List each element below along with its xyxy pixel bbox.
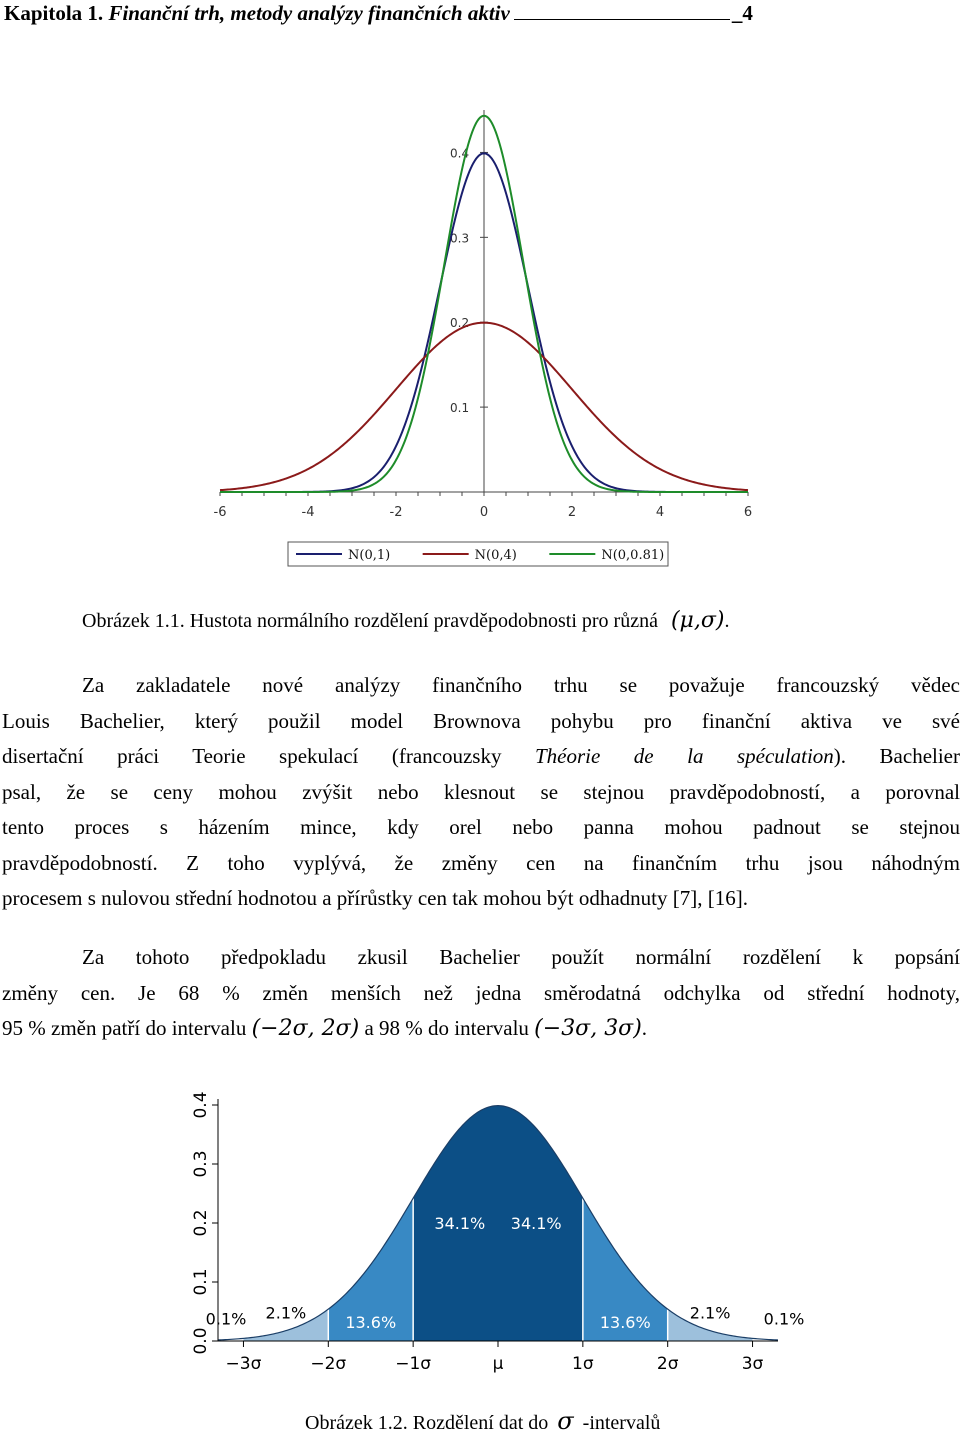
figure-2-caption-start: Obrázek 1.2. Rozdělení dat do <box>305 1412 554 1434</box>
y-tick-label: 0.3 <box>450 231 470 246</box>
figure-2-sigma-chart <box>170 1085 805 1375</box>
paragraph-2-line <box>2 1011 960 1047</box>
figure-2-caption <box>305 1408 660 1436</box>
x-tick-label: -4 <box>301 505 315 520</box>
band-percent-label: 13.6% <box>345 1313 397 1333</box>
paragraph-1 <box>2 668 960 917</box>
band-percent-label: 13.6% <box>599 1313 651 1333</box>
x-tick-label: 3σ <box>741 1354 764 1374</box>
paragraph-2-math-interval-2: (−2σ, 2σ) <box>251 1016 360 1041</box>
figure-1-axes <box>214 110 753 520</box>
y-tick-label: 0.4 <box>450 146 470 161</box>
figure-1-legend <box>288 542 668 566</box>
band-percent-label: 2.1% <box>689 1303 731 1323</box>
x-tick-label: -6 <box>213 505 227 520</box>
y-tick-label: 0.0 <box>191 1327 211 1355</box>
page-number: _4 <box>731 1 753 25</box>
band-percent-label: 2.1% <box>265 1303 307 1323</box>
y-tick-label: 0.3 <box>191 1150 211 1178</box>
paragraph-1-line: procesem s nulovou střední hodnotou a přírůstky cen tak mohou být odhadnuty [7], [16]. <box>2 886 748 910</box>
y-tick-label: 0.1 <box>191 1268 211 1296</box>
paragraph-2-line3-b: a 98 % do intervalu <box>359 1016 535 1040</box>
x-tick-label: 4 <box>655 505 665 520</box>
page-header <box>4 0 956 30</box>
paragraph-2-line3-end: . <box>641 1016 648 1040</box>
x-tick-label: −2σ <box>310 1354 347 1374</box>
paragraph-1-line3-end: ). Bachelier <box>833 744 960 768</box>
paragraph-1-line: Za zakladatele nové analýzy finančního trhu se považuje francouzský vědec <box>82 673 960 697</box>
y-tick-label: 0.2 <box>450 316 470 331</box>
x-tick-label: -2 <box>389 505 403 520</box>
paragraph-1-line <box>2 739 960 775</box>
y-tick-label: 0.4 <box>191 1091 211 1119</box>
paragraph-1-line3-italic: Théorie de la spéculation <box>534 744 834 768</box>
x-tick-label: 6 <box>743 505 753 520</box>
header-rule <box>514 3 730 20</box>
band-percent-label: 34.1% <box>434 1213 486 1233</box>
paragraph-2-line: Za tohoto předpokladu zkusil Bachelier použít normální rozdělení k popsání <box>82 945 960 969</box>
paragraph-1-line: tento proces s házením mince, kdy orel nebo panna mohou padnout se stejnou <box>2 815 960 839</box>
figure-1-density-chart <box>200 100 780 580</box>
y-tick-label: 0.1 <box>450 401 470 416</box>
paragraph-2-math-interval-3: (−3σ, 3σ) <box>534 1016 642 1041</box>
x-tick-label: 1σ <box>572 1354 594 1374</box>
paragraph-1-line: pravděpodobností. Z toho vyplývá, že změny cen na finančním trhu jsou náhodným <box>2 850 960 875</box>
x-tick-label: 2 <box>567 505 577 520</box>
x-tick-label: −3σ <box>225 1354 262 1374</box>
x-tick-label: μ <box>492 1354 504 1374</box>
paragraph-1-line: psal, že se ceny mohou zvýšit nebo klesnout se stejnou pravděpodobností, a porovnal <box>2 779 960 804</box>
band-percent-label: 0.1% <box>763 1309 805 1329</box>
figure-2-caption-end: -intervalů <box>577 1412 661 1434</box>
x-tick-label: 2σ <box>656 1354 679 1374</box>
band-percent-label: 0.1% <box>205 1309 247 1329</box>
figure-1-caption-text: Obrázek 1.1. Hustota normálního rozdělení pravděpodobnosti pro různá <box>82 610 658 632</box>
figure-1-caption-math: (μ,σ) <box>670 608 725 633</box>
paragraph-1-line3-start: disertační práci Teorie spekulací (francouzsky <box>2 744 535 768</box>
figure-1-caption-end: . <box>724 610 730 632</box>
legend-label: N(0,4) <box>474 548 517 563</box>
paragraph-2 <box>2 940 960 1047</box>
legend-label: N(0,0.81) <box>601 548 665 563</box>
figure-2-caption-math: σ <box>557 1407 574 1435</box>
x-tick-label: −1σ <box>395 1354 432 1374</box>
chapter-label: Kapitola 1. <box>4 1 104 25</box>
paragraph-1-line: Louis Bachelier, který použil model Brownova pohybu pro finanční aktiva ve své <box>2 708 960 733</box>
x-tick-label: 0 <box>479 505 489 520</box>
paragraph-2-line: změny cen. Je 68 % změn menších než jedna směrodatná odchylka od střední hodnoty, <box>2 980 960 1005</box>
chapter-title: Finanční trh, metody analýzy finančních aktiv <box>108 1 510 25</box>
figure-1-caption <box>82 608 729 634</box>
band-percent-label: 34.1% <box>510 1213 562 1233</box>
legend-label: N(0,1) <box>348 548 391 563</box>
y-tick-label: 0.2 <box>191 1209 211 1237</box>
paragraph-2-line3-a: 95 % změn patří do intervalu <box>2 1016 252 1040</box>
